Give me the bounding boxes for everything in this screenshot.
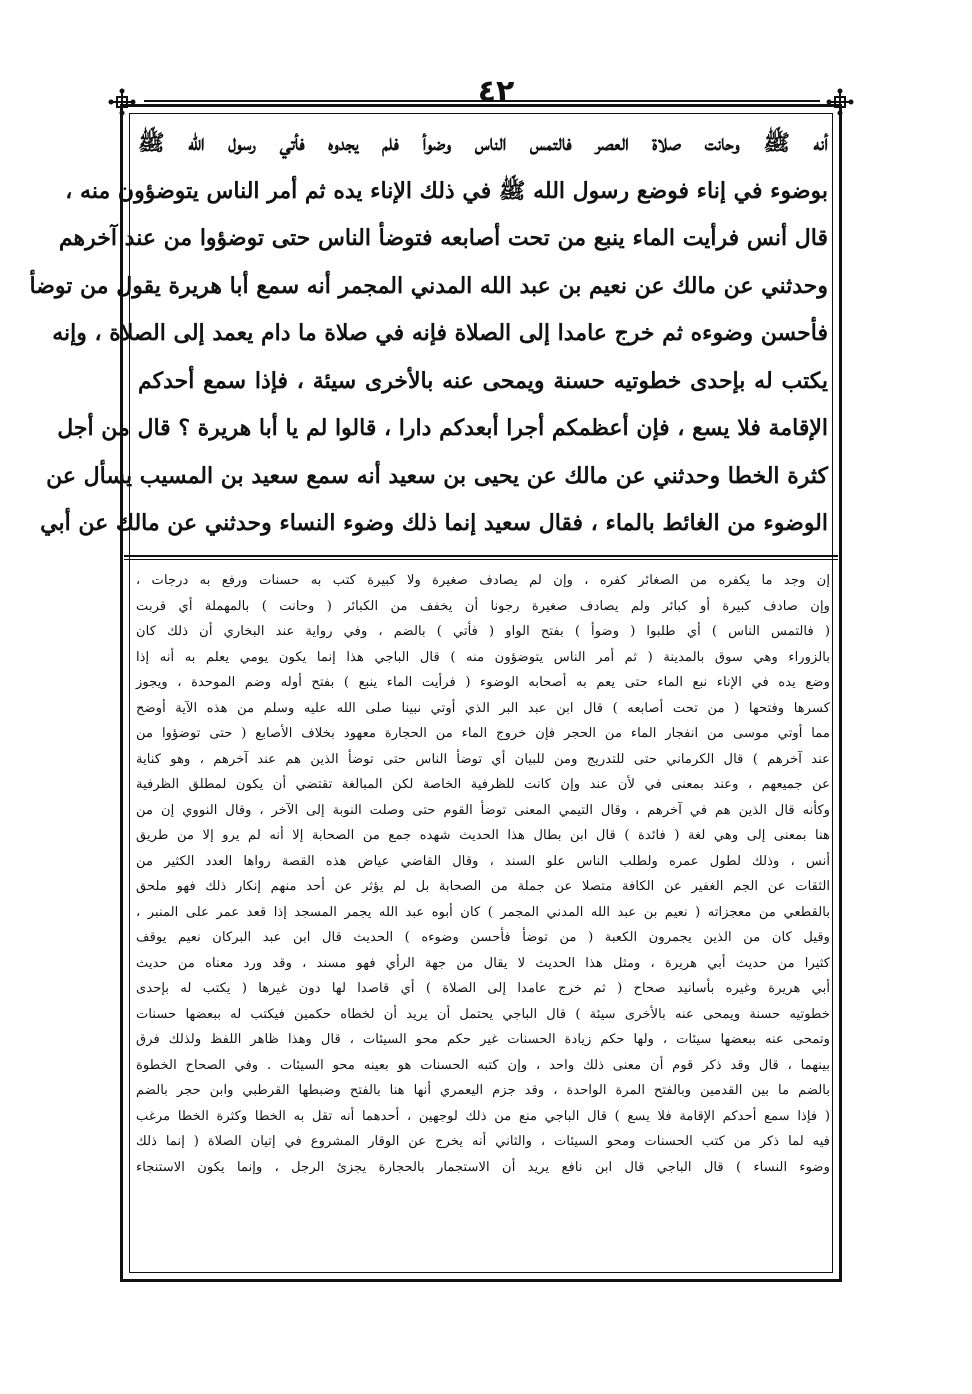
main-text-line: وحدثني عن مالك عن نعيم بن عبد الله المدني المجمر أنه سمع أبا هريرة يقول من توضأ [29, 272, 828, 299]
commentary-line: بالضم ما بين القدمين وبالفتح المرة الواحدة ، وقد جزم اليعمري أنها هنا بالفتح وضبطها القرطبي وابن حجر بالضم [136, 1083, 830, 1098]
page-number: ٤٢ [477, 74, 515, 109]
commentary-line: وتمحى عنه ببعضها سيئات ، ولها حكم زيادة الحسنات غير حكم محو السيئات ، قال وهذا ظاهر اللفظ ولذلك فرق [136, 1032, 830, 1047]
top-rule [144, 100, 820, 102]
commentary-line: عن جميعهم ، وعند بمعنى في لأن عند وإن كانت للظرفية الخاصة لكن المبالغة تقتضي أن يكون لمطلق الظرفية [136, 777, 830, 792]
commentary-line: إن وجد ما يكفره من الصغائر كفره ، وإن لم يصادف صغيرة ولا كبيرة كتب به حسنات ورفع به درجات ، [136, 573, 830, 588]
commentary-line: كثيرا من حديث أبي هريرة ، ومثل هذا الحديث لا يقال من جهة الرأي فهو مسند ، وقد ورد معناه من حديث [136, 955, 830, 971]
commentary-line: مما أوتي موسى من انفجار الماء من الحجر فإن خروج الماء من الحجارة معهود بخلاف الأصابع ( حتى توضؤوا من [136, 726, 830, 741]
commentary-line: بالقطعي من معجزاته ( نعيم بن عبد الله المدني المجمر ) كان أبوه عبد الله يجمر المسجد إذا قعد عمر على المنبر ، [136, 904, 830, 920]
commentary-line: هنا بمعنى إلى وهي لغة ( فائدة ) قال ابن بطال هذا الحديث شهده جمع من الصحابة إلا أنه لم يرو إلا من طريق [136, 828, 830, 843]
commentary-line: ( فإذا سمع أحدكم الإقامة فلا يسع ) قال الباجي منع من ذلك لوجهين ، أحدهما أنه تقل به الخطا وكثرة الخطا مرغب [136, 1108, 830, 1124]
main-text-line: بوضوء في إناء فوضع رسول الله ﷺ في ذلك الإناء يده ثم أمر الناس يتوضؤون منه ، [65, 177, 828, 204]
commentary-line: وقيل كان من الذين يجمرون الكعبة ( من توضأ فأحسن وضوءه ) الحديث قال ابن عبد البركان نعيم يوقف [136, 930, 830, 945]
main-text [29, 120, 828, 548]
commentary-line: ( فالتمس الناس ) أي طلبوا ( وضوأ ) بفتح الواو ( فأتي ) بالضم ، وفي رواية عند البخاري أن ذلك كان [136, 624, 830, 639]
commentary-line: كسرها وفتحها ( من تحت أصابعه ) قال ابن عبد البر الذي أوتي نبينا صلى الله عليه وسلم من هذه الآية أوضح [136, 700, 830, 716]
main-text-line: الإقامة فلا يسع ، فإن أعظمكم أجرا أبعدكم دارا ، قالوا لم يا أبا هريرة ؟ قال من أجل [57, 415, 828, 441]
commentary-line: خطوتيه حسنة ويمحى عنه بالأخرى سيئة ) قال الباجي يحتمل أن يريد أن لخطاه حكمين فيكتب له ببعضها حسنات [136, 1006, 830, 1022]
commentary-line: وضع يده في الإناء نبع الماء حتى يعم به أصحابه الوضوء ( فرأيت الماء ينبع ) بفتح أوله وضم الموحدة ، ويجوز [136, 675, 830, 690]
commentary-line: وضوء النساء ) قال الباجي قال ابن نافع يريد أن الاستجمار بالحجارة يجزئ الرجل ، وإنما يكون الاستنجاء [136, 1159, 830, 1175]
main-text-line: يكتب له بإحدى خطوتيه حسنة ويمحى عنه بالأخرى سيئة ، فإذا سمع أحدكم [138, 367, 828, 394]
main-text-line: أنه ﷺ وحانت صلاة العصر فالتمس الناس وضوأ فلم يجدوه فأتي رسول الله ﷺ [138, 130, 828, 156]
main-text-line: الوضوء من الغائط بالماء ، فقال سعيد إنما ذلك وضوء النساء وحدثني عن مالك عن أبي [40, 510, 828, 536]
commentary-line: وكأنه قال الذين هم في آخرهم ، وقال التيمي المعنى توضأ القوم حتى وصلت النوبة إلى الآخر ، وقال النووي إن من [136, 802, 830, 818]
commentary-line: بينهما ، قال وقد ذكر قوم أن معنى ذلك واحد ، وإن كتبه الحسنات هو بعينه محو السيئات . وفي الصحاح الخطوة [136, 1057, 830, 1073]
main-text-line: كثرة الخطا وحدثني عن مالك عن يحيى بن سعيد أنه سمع سعيد بن المسيب يسأل عن [46, 462, 828, 489]
commentary-line: فيه لما ذكر من كتب الحسنات ومحو السيئات ، والثاني أنه يخرج عن الوقار المشروع في إتيان الصلاة ( إنما ذلك [136, 1134, 830, 1149]
commentary-text [136, 568, 830, 1180]
commentary-line: أنس ، وذلك لطول عمره ولطلب الناس علو السند ، وقال القاضي عياض هذه القصة رواها العدد الكثير من [136, 853, 830, 869]
main-text-line: قال أنس فرأيت الماء ينبع من تحت أصابعه فتوضأ الناس حتى توضؤوا من عند آخرهم [58, 225, 828, 251]
commentary-line: الثقات عن الجم الغفير عن الكافة متصلا عن جملة من الصحابة بل لم يؤثر عن أحد منهم إنكار ذلك فهو ملحق [136, 879, 830, 894]
commentary-line: أبي هريرة وغيره بأسانيد صحاح ( ثم خرج عامدا إلى الصلاة ) أي قاصدا لها دون غيرها ( يكتب له بإحدى [136, 981, 830, 996]
main-text-line: فأحسن وضوءه ثم خرج عامدا إلى الصلاة فإنه في صلاة ما دام يعمد إلى الصلاة ، وإنه [52, 320, 828, 346]
commentary-line: بالزوراء وهي سوق بالمدينة ( ثم أمر الناس يتوضؤون منه ) قال الباجي هذا إنما يكون يومي يعلم به أنه إذا [136, 649, 830, 665]
commentary-line: وإن صادف كبيرة أو كبائر ولم يصادف صغيرة رجونا أن يخفف من الكبائر ( وحانت ) بالمهملة أي قربت [136, 598, 830, 614]
commentary-line: عند آخرهم ) قال الكرماني حتى للتدريج ومن للبيان أي توضأ الناس حتى توضأ الذين هم عند آخرهم ، وهو كناية [136, 751, 830, 767]
section-divider [124, 555, 838, 560]
